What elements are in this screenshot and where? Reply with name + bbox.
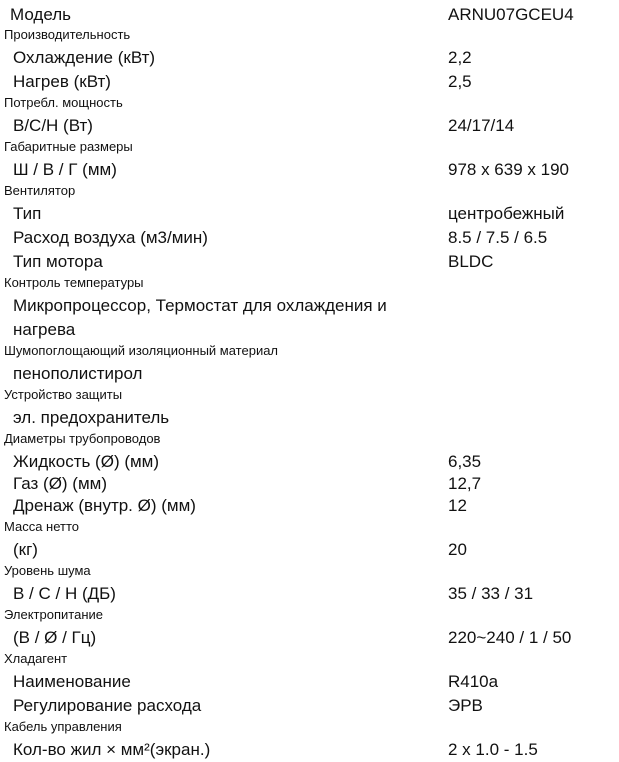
section-refrigerant: Хладагент (4, 651, 68, 666)
protection-value: эл. предохранитель (13, 408, 170, 427)
gas-pipe-row (0, 472, 619, 496)
power-vsn-value: 24/17/14 (448, 116, 515, 135)
gas-pipe-value: 12,7 (448, 474, 482, 493)
gas-pipe-label: Газ (Ø) (мм) (13, 474, 107, 493)
motor-type-value: BLDC (448, 252, 494, 271)
fan-type-row (0, 202, 619, 226)
section-temperature-control: Контроль температуры (4, 275, 144, 290)
insulation-value: пенополистирол (13, 364, 143, 383)
power-values-row (0, 626, 619, 650)
drain-pipe-label: Дренаж (внутр. Ø) (мм) (13, 496, 196, 515)
liquid-pipe-row (0, 450, 619, 474)
insulation-row (0, 362, 619, 386)
air-flow-label: Расход воздуха (м3/мин) (13, 228, 208, 247)
liquid-pipe-label: Жидкость (Ø) (мм) (13, 452, 160, 471)
dimensions-label: Ш / В / Г (мм) (13, 160, 117, 179)
protection-row (0, 406, 619, 430)
section-noise-insulation: Шумопоглощающий изоляционный материал (4, 343, 279, 358)
heating-row (0, 70, 619, 94)
flow-regulation-row (0, 694, 619, 718)
model-value: ARNU07GCEU4 (448, 5, 574, 24)
air-flow-row (0, 226, 619, 250)
fan-type-value: центробежный (448, 204, 565, 223)
section-pipe-diameters: Диаметры трубопроводов (4, 431, 161, 446)
cooling-value: 2,2 (448, 48, 472, 67)
liquid-pipe-value: 6,35 (448, 452, 482, 471)
noise-values-row (0, 582, 619, 606)
cooling-label: Охлаждение (кВт) (13, 48, 156, 67)
section-fan: Вентилятор (4, 183, 76, 198)
cooling-row (0, 46, 619, 70)
section-protection-device: Устройство защиты (4, 387, 123, 402)
refrigerant-name-label: Наименование (13, 672, 131, 691)
temperature-control-value (13, 294, 443, 342)
refrigerant-name-value: R410a (448, 672, 499, 691)
power-values-value: 220~240 / 1 / 50 (448, 628, 572, 647)
drain-pipe-row (0, 494, 619, 518)
model-label: Модель (10, 5, 72, 24)
drain-pipe-value: 12 (448, 496, 467, 515)
section-net-weight: Масса нетто (4, 519, 80, 534)
flow-regulation-value: ЭРВ (448, 696, 483, 715)
temperature-control-line-1: Микропроцессор, Термостат для охлаждения и (13, 296, 387, 315)
refrigerant-name-row (0, 670, 619, 694)
section-control-cable: Кабель управления (4, 719, 122, 734)
cable-cores-value: 2 x 1.0 - 1.5 (448, 740, 538, 759)
flow-regulation-label: Регулирование расхода (13, 696, 202, 715)
weight-value: 20 (448, 540, 467, 559)
motor-type-label: Тип мотора (13, 252, 103, 271)
motor-type-row (0, 250, 619, 274)
air-flow-value: 8.5 / 7.5 / 6.5 (448, 228, 548, 247)
cable-cores-row (0, 738, 619, 762)
cable-cores-label: Кол-во жил × мм²(экран.) (13, 740, 211, 759)
temperature-control-line-2: нагрева (13, 320, 76, 339)
section-dimensions: Габаритные размеры (4, 139, 133, 154)
power-values-label: (В / Ø / Гц) (13, 628, 97, 647)
power-vsn-label: В/С/Н (Вт) (13, 116, 93, 135)
weight-label: (кг) (13, 540, 38, 559)
noise-values-value: 35 / 33 / 31 (448, 584, 534, 603)
section-power-consumption: Потребл. мощность (4, 95, 123, 110)
model-row (0, 3, 619, 27)
weight-row (0, 538, 619, 562)
power-vsn-row (0, 114, 619, 138)
noise-values-label: В / С / Н (ДБ) (13, 584, 116, 603)
fan-type-label: Тип (13, 204, 42, 223)
dimensions-value: 978 x 639 x 190 (448, 160, 569, 179)
dimensions-row (0, 158, 619, 182)
heating-value: 2,5 (448, 72, 472, 91)
section-power-supply: Электропитание (4, 607, 103, 622)
section-noise-level: Уровень шума (4, 563, 91, 578)
heating-label: Нагрев (кВт) (13, 72, 111, 91)
section-performance: Производительность (4, 27, 131, 42)
